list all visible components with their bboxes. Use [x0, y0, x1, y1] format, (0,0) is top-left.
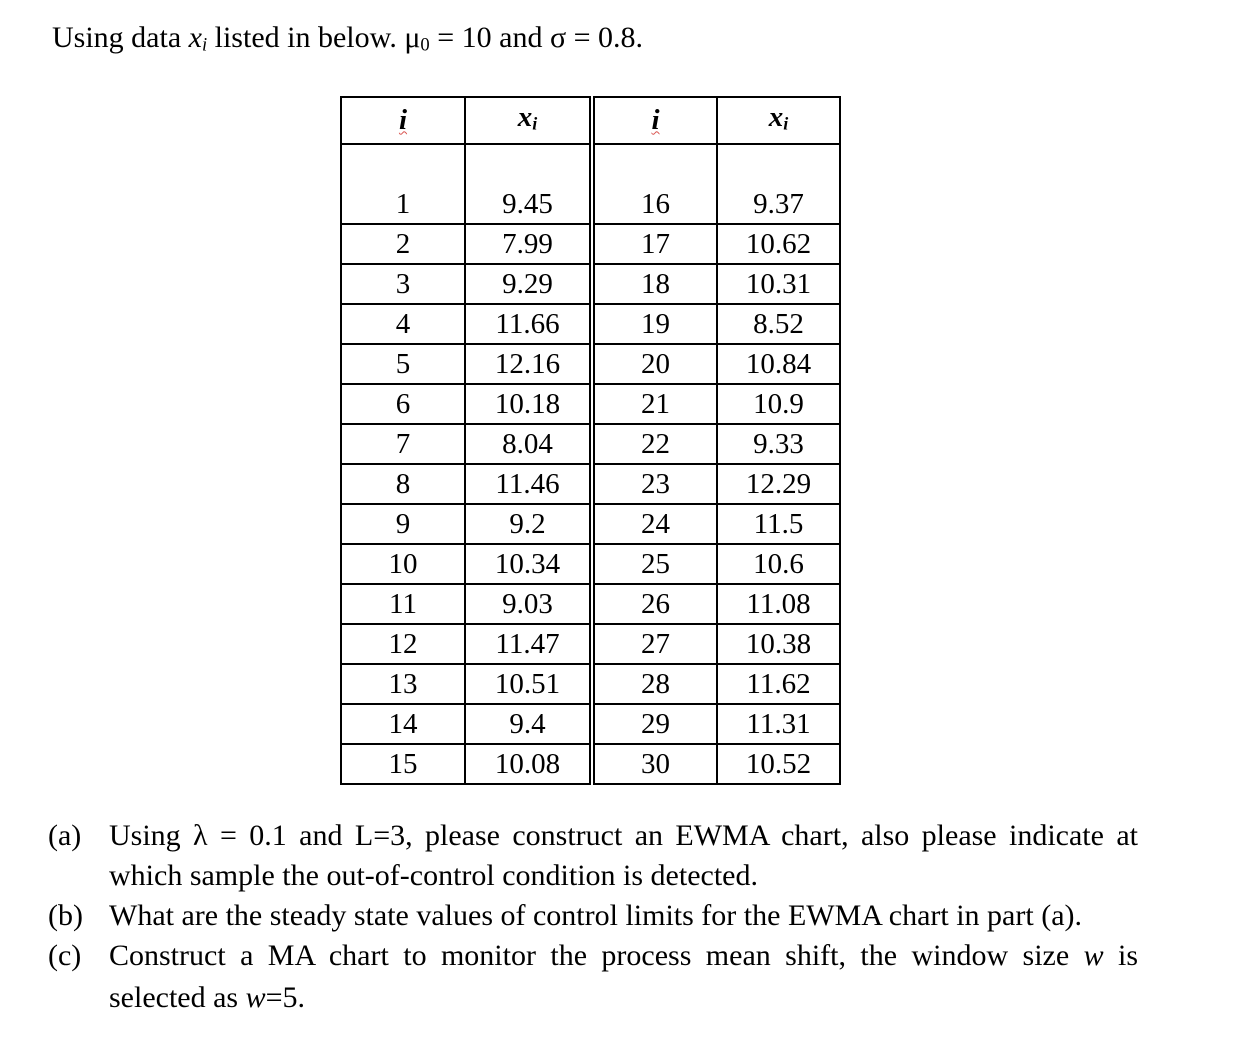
table-row: [341, 704, 840, 744]
cell-x-right: 9.37: [717, 185, 840, 224]
cell-x-right: 9.33: [717, 424, 840, 464]
cell-x-right: 10.62: [717, 224, 840, 264]
cell-x-right: 10.84: [717, 344, 840, 384]
cell-i-right: 18: [592, 264, 717, 304]
table-row: [341, 264, 840, 304]
question-a-label: (a): [48, 819, 82, 852]
data-table: [340, 96, 841, 785]
table-row: [341, 744, 840, 784]
header-x-right: $x_i$: [717, 97, 840, 144]
table-row: [341, 185, 840, 224]
cell-i-right: 22: [592, 424, 717, 464]
cell-i-left: 3: [341, 264, 465, 304]
cell-i-left: 5: [341, 344, 465, 384]
cell-i-left: 11: [341, 584, 465, 624]
header-i-left: i: [341, 97, 465, 144]
cell-x-right: 11.31: [717, 704, 840, 744]
question-c-continuation: selected as w=5.: [109, 981, 306, 1014]
cell-x-right: 10.6: [717, 544, 840, 584]
intro-sentence: Using data xi listed in below. μ0 = 10 and σ = 0.8.: [52, 21, 644, 56]
cell-x-left: 11.66: [465, 304, 592, 344]
question-b: [48, 896, 1138, 936]
cell-i-left: 9: [341, 504, 465, 544]
cell-i-right: 23: [592, 464, 717, 504]
question-b-text: What are the steady state values of control limits for the EWMA chart in part (a).: [109, 899, 1082, 932]
cell-i-right: 24: [592, 504, 717, 544]
cell-i-left: 6: [341, 384, 465, 424]
cell-x-left: 11.47: [465, 624, 592, 664]
cell-i-left: 14: [341, 704, 465, 744]
question-a-text: Using λ = 0.1 and L=3, please construct an EWMA chart, also please indicate at which sample the out-of-control condition is detected.: [109, 819, 1138, 892]
cell-i-right: 20: [592, 344, 717, 384]
question-a: [48, 816, 1138, 896]
table-spacer-row: [341, 144, 840, 185]
table-row: [341, 344, 840, 384]
cell-i-right: 27: [592, 624, 717, 664]
cell-i-left: 7: [341, 424, 465, 464]
cell-i-right: 30: [592, 744, 717, 784]
cell-i-right: 21: [592, 384, 717, 424]
mu-subscript: 0: [420, 34, 430, 56]
table-row: [341, 464, 840, 504]
question-c-text: Construct a MA chart to monitor the process mean shift, the window size w is: [109, 939, 1138, 972]
question-c-label: (c): [48, 939, 82, 972]
cell-x-right: 8.52: [717, 304, 840, 344]
cell-x-left: 9.4: [465, 704, 592, 744]
cell-i-right: 17: [592, 224, 717, 264]
cell-x-left: 10.34: [465, 544, 592, 584]
cell-i-right: 16: [592, 185, 717, 224]
cell-x-right: 11.08: [717, 584, 840, 624]
cell-i-left: 8: [341, 464, 465, 504]
question-b-label: (b): [48, 899, 83, 932]
questions: [48, 816, 1138, 1020]
cell-x-left: 8.04: [465, 424, 592, 464]
question-c: [48, 936, 1138, 976]
header-i-right: i: [592, 97, 717, 144]
table-row: [341, 584, 840, 624]
cell-i-left: 1: [341, 185, 465, 224]
cell-i-right: 28: [592, 664, 717, 704]
table-row: [341, 664, 840, 704]
cell-i-right: 19: [592, 304, 717, 344]
cell-x-left: 11.46: [465, 464, 592, 504]
cell-x-left: 9.29: [465, 264, 592, 304]
variable-x: x: [188, 21, 202, 54]
cell-x-left: 9.2: [465, 504, 592, 544]
cell-i-right: 25: [592, 544, 717, 584]
table-row: [341, 224, 840, 264]
table-row: [341, 424, 840, 464]
cell-x-left: 10.51: [465, 664, 592, 704]
cell-x-left: 9.45: [465, 185, 592, 224]
cell-i-left: 15: [341, 744, 465, 784]
cell-x-right: 10.52: [717, 744, 840, 784]
cell-i-left: 2: [341, 224, 465, 264]
variable-x-subscript: i: [201, 34, 208, 56]
table-row: [341, 624, 840, 664]
cell-i-right: 29: [592, 704, 717, 744]
table-row: [341, 544, 840, 584]
cell-x-right: 11.5: [717, 504, 840, 544]
cell-x-right: 11.62: [717, 664, 840, 704]
table-header-row: [341, 97, 840, 144]
cell-x-right: 10.31: [717, 264, 840, 304]
cell-x-left: 10.08: [465, 744, 592, 784]
cell-x-left: 9.03: [465, 584, 592, 624]
cell-i-left: 13: [341, 664, 465, 704]
cell-i-left: 12: [341, 624, 465, 664]
cell-i-right: 26: [592, 584, 717, 624]
cell-x-left: 7.99: [465, 224, 592, 264]
cell-x-right: 12.29: [717, 464, 840, 504]
cell-i-left: 4: [341, 304, 465, 344]
table-row: [341, 504, 840, 544]
table-row: [341, 384, 840, 424]
cell-x-left: 10.18: [465, 384, 592, 424]
cell-x-right: 10.38: [717, 624, 840, 664]
cell-i-left: 10: [341, 544, 465, 584]
cell-x-left: 12.16: [465, 344, 592, 384]
header-x-left: $x_i$: [465, 97, 592, 144]
table-row: [341, 304, 840, 344]
cell-x-right: 10.9: [717, 384, 840, 424]
